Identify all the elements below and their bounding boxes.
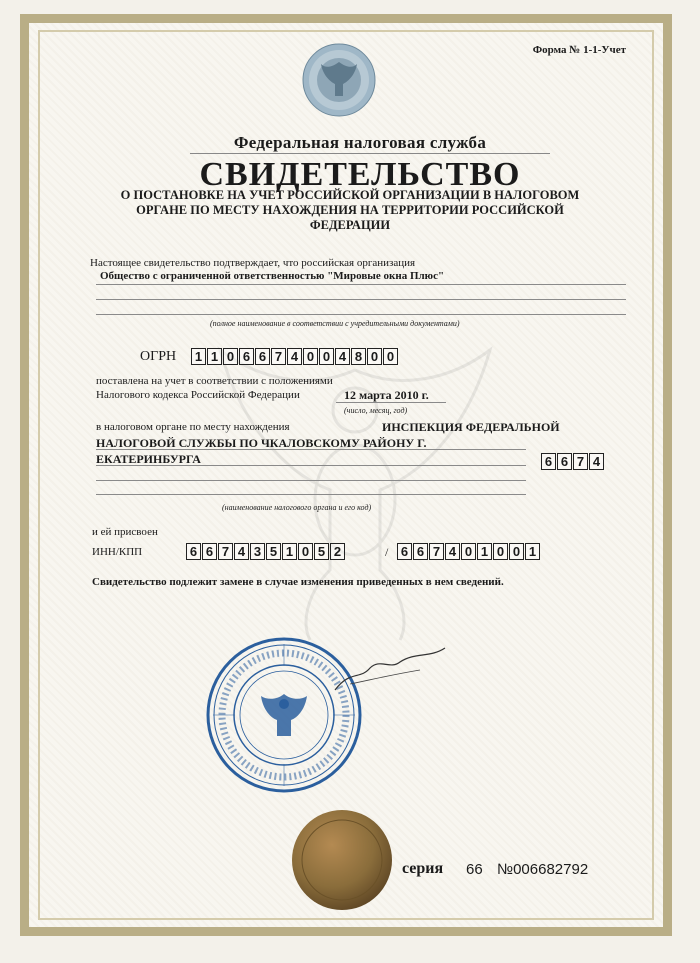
organization-name: Общество с ограниченной ответственностью "Мировые окна Плюс"	[100, 270, 445, 282]
replacement-notice: Свидетельство подлежит замене в случае изменения приведенных в нем сведений.	[92, 576, 504, 588]
series-region: 66	[466, 861, 483, 878]
kpp-digit: 1	[477, 543, 492, 560]
authority-code-boxes	[541, 453, 605, 470]
kpp-boxes	[397, 543, 541, 560]
gold-seal	[290, 808, 394, 912]
authority-code-digit: 6	[541, 453, 556, 470]
authority-code-digit: 7	[573, 453, 588, 470]
ogrn-digit: 4	[335, 348, 350, 365]
registration-date: 12 марта 2010 г.	[344, 388, 429, 402]
ogrn-boxes	[191, 348, 399, 365]
ogrn-digit: 0	[319, 348, 334, 365]
inn-digit: 0	[298, 543, 313, 560]
ogrn-label: ОГРН	[140, 349, 177, 364]
signature	[330, 640, 450, 700]
kpp-digit: 0	[461, 543, 476, 560]
agency-name: Федеральная налоговая служба	[233, 133, 487, 152]
inn-boxes	[186, 543, 346, 560]
underline	[336, 402, 446, 403]
authority-name-line-2: НАЛОГОВОЙ СЛУЖБЫ ПО ЧКАЛОВСКОМУ РАЙОНУ Г.	[96, 436, 427, 450]
authority-code-digit: 6	[557, 453, 572, 470]
underline	[96, 494, 526, 495]
authority-caption: (наименование налогового органа и его код)	[222, 503, 372, 512]
underline	[96, 314, 626, 315]
assigned-label: и ей присвоен	[92, 526, 158, 538]
ogrn-digit: 4	[287, 348, 302, 365]
registration-line-2: Налогового кодекса Российской Федерации	[96, 389, 300, 401]
inn-digit: 6	[202, 543, 217, 560]
authority-name-line-1: ИНСПЕКЦИЯ ФЕДЕРАЛЬНОЙ	[382, 420, 560, 434]
organization-caption: (полное наименование в соответствии с учредительными документами)	[210, 319, 460, 328]
authority-name-line-3: ЕКАТЕРИНБУРГА	[96, 452, 201, 466]
ogrn-digit: 1	[191, 348, 206, 365]
inn-digit: 1	[282, 543, 297, 560]
inn-digit: 5	[266, 543, 281, 560]
registration-line-1: поставлена на учет в соответствии с положениями	[96, 375, 333, 387]
kpp-digit: 6	[397, 543, 412, 560]
document-subtitle: О ПОСТАНОВКЕ НА УЧЕТ РОССИЙСКОЙ ОРГАНИЗАЦИИ В НАЛОГОВОМ ОРГАНЕ ПО МЕСТУ НАХОЖДЕНИЯ НА ТЕРРИТОРИИ РОССИЙСКОЙ ФЕДЕРАЦИИ	[120, 188, 580, 232]
ogrn-digit: 6	[255, 348, 270, 365]
ogrn-digit: 0	[303, 348, 318, 365]
ogrn-digit: 7	[271, 348, 286, 365]
series-label: серия	[402, 860, 444, 877]
ogrn-digit: 8	[351, 348, 366, 365]
intro-text: Настоящее свидетельство подтверждает, что российская организация	[90, 257, 416, 269]
underline	[96, 465, 526, 466]
kpp-digit: 4	[445, 543, 460, 560]
kpp-digit: 1	[525, 543, 540, 560]
underline	[96, 299, 626, 300]
inn-digit: 6	[186, 543, 201, 560]
date-caption: (число, месяц, год)	[344, 406, 408, 415]
divider	[190, 153, 550, 154]
underline	[96, 284, 626, 285]
kpp-digit: 7	[429, 543, 444, 560]
inn-digit: 7	[218, 543, 233, 560]
inn-digit: 3	[250, 543, 265, 560]
ogrn-digit: 0	[383, 348, 398, 365]
hologram-emblem	[301, 42, 377, 118]
underline	[96, 449, 526, 450]
inn-kpp-separator: /	[385, 545, 389, 559]
ogrn-digit: 6	[239, 348, 254, 365]
authority-code-digit: 4	[589, 453, 604, 470]
ogrn-digit: 1	[207, 348, 222, 365]
series-number: №006682792	[497, 861, 589, 878]
kpp-digit: 0	[493, 543, 508, 560]
document-title: СВИДЕТЕЛЬСТВО	[199, 156, 521, 193]
authority-intro: в налоговом органе по месту нахождения	[96, 421, 290, 433]
inn-digit: 2	[330, 543, 345, 560]
underline	[96, 480, 526, 481]
ogrn-digit: 0	[223, 348, 238, 365]
inn-digit: 4	[234, 543, 249, 560]
inn-digit: 5	[314, 543, 329, 560]
form-number: Форма № 1-1-Учет	[532, 44, 626, 56]
inn-kpp-label: ИНН/КПП	[92, 546, 143, 558]
kpp-digit: 6	[413, 543, 428, 560]
kpp-digit: 0	[509, 543, 524, 560]
ogrn-digit: 0	[367, 348, 382, 365]
